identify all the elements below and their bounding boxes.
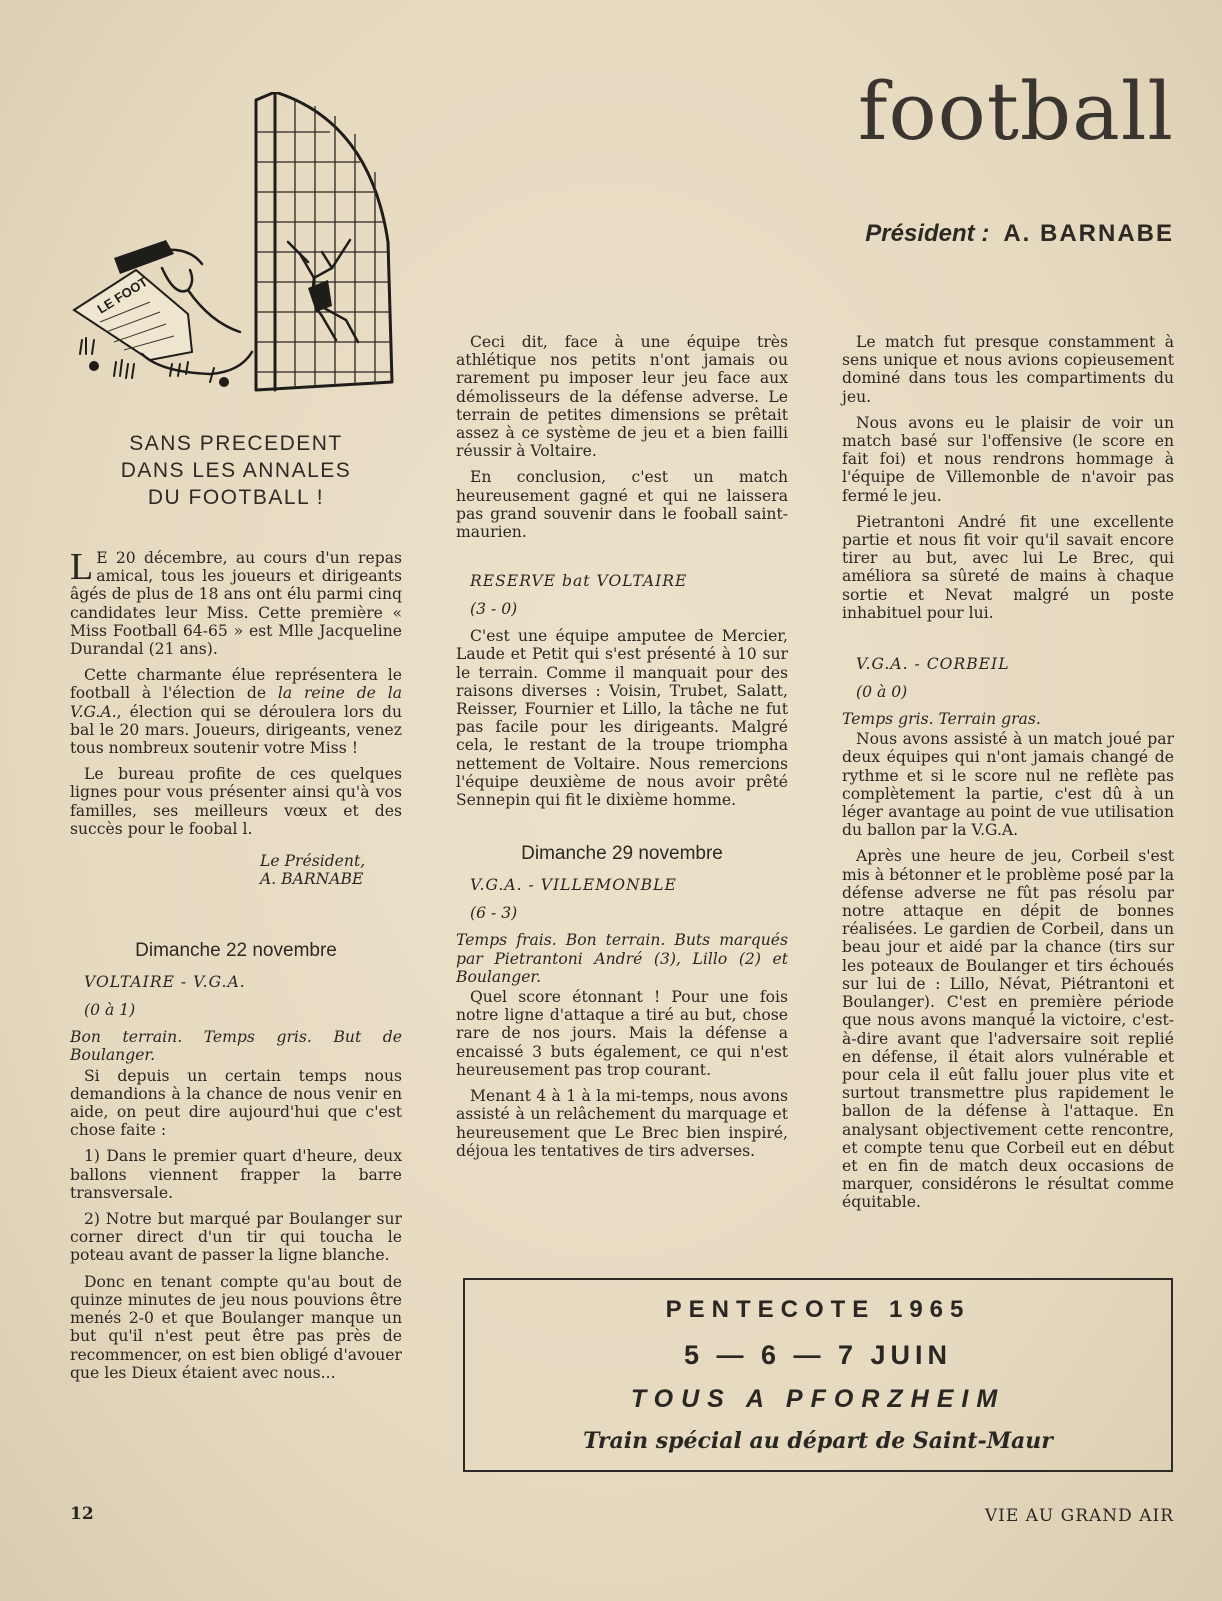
match-report-paragraph: Quel score étonnant ! Pour une fois notre ligne d'attaque a tiré au but, chose rare de nos jours. Mais la défense a encaissé 3 buts également, ce qui n'est heureusement pas trop courant. bbox=[456, 988, 788, 1079]
match-report-paragraph: Donc en tenant compte qu'au bout de quinze minutes de jeu nous pouvions être menés 2-0 et que Boulanger manque un but qu'il n'est peut être pas près de recommencer, on est bien obligé d'avouer que les Dieux étaient avec nous... bbox=[70, 1272, 402, 1382]
match-report-paragraph: 2) Notre but marqué par Boulanger sur corner direct d'un tir qui toucha le poteau avant de passer la ligne blanche. bbox=[70, 1210, 402, 1265]
match-report-paragraph: Après une heure de jeu, Corbeil s'est mis à bétonner et le problème posé par la défense adverse ne fût pas résolu par notre attaque en dépit de bonnes réalisées. Le gardien de Corbeil, dans un beau jour et aidé par la chance (tirs sur les poteaux de Boulanger et tirs échoués sur lui de : Lillo, Névat, Piétrantoni et Boulanger). C'est en première période que nous avons manqué la victoire, c'est-à-dire avant que l'adversaire soit replié en défense, il était alors vulnérable et pour cela il eût fallu jouer plus vite et surtout transmettre plus rapidement le ballon de la défense à l'attaque. En analysant objectivement cette rencontre, et compte tenu que Corbeil eut en début et en fin de match deux occasions de marquer, considérons le résultat comme équitable. bbox=[842, 847, 1174, 1212]
column-1 bbox=[70, 430, 402, 1390]
match-report-paragraph: Menant 4 à 1 à la mi-temps, nous avons assisté à un relâchement du marquage et heureusement que Le Brec bien inspiré, déjoua les tentatives de tirs adverses. bbox=[456, 1087, 788, 1160]
headline-line: SANS PRECEDENT bbox=[129, 432, 343, 455]
paragraph-text: E 20 décembre, au cours d'un repas amical, tous les joueurs et dirigeants âgés de plus de 18 ans ont élu parmi cinq candidates leur Miss. Cette première « Miss Football 64-65 » est Mlle Jacqueline Durandal (21 ans). bbox=[70, 549, 402, 659]
column-2 bbox=[456, 333, 788, 1168]
president-name: A. BARNABE bbox=[1003, 220, 1174, 247]
president-line bbox=[865, 220, 1174, 248]
greetings-paragraph: Le bureau profite de ces quelques lignes pour vous présenter ainsi qu'à vos familles, ses meilleurs vœux et des succès pour le foobal l. bbox=[70, 765, 402, 838]
headline-line: DU FOOTBALL ! bbox=[147, 486, 325, 509]
match-report-paragraph: Si depuis un certain temps nous demandions à la chance de nous venir en aide, on peut dire aujourd'hui que c'est chose faite : bbox=[70, 1066, 402, 1140]
pentecost-trip-banner bbox=[463, 1278, 1173, 1472]
section-date-heading: Dimanche 22 novembre bbox=[135, 940, 337, 962]
match-report-paragraph: Pietrantoni André fit une excellente partie et nous fit voir qu'il savait encore tirer au but, avec lui Le Brec, qui améliora sa sûreté de mains à chaque sortie et Nevat malgré un poste inhabituel pour lui. bbox=[842, 512, 1174, 622]
match-report-paragraph: 1) Dans le premier quart d'heure, deux ballons viennent frapper la barre transversale. bbox=[70, 1147, 402, 1202]
match-title: RESERVE bat VOLTAIRE bbox=[470, 572, 688, 591]
match-report-paragraph: C'est une équipe amputee de Mercier, Laude et Petit qui s'est présenté à 10 sur le terrain. Comme il manquait pour des raisons diverses : Voisin, Trubet, Salatt, Reisser, Fournier et Lillo, la tâche ne fut pas facile pour les dirigeants. Malgré cela, le restant de la troupe triompha nettement de Voltaire. Nous remercions l'équipe deuxième de nous avoir prêté Sennepin qui fit le dixième homme. bbox=[456, 627, 788, 810]
banner-event: PENTECOTE 1965 bbox=[665, 1296, 971, 1323]
match-score: (0 à 1) bbox=[84, 1001, 136, 1020]
match-conditions: Temps frais. Bon terrain. Buts marqués par Pietrantoni André (3), Lillo (2) et Boulanger. bbox=[456, 931, 788, 986]
miss-football-paragraph bbox=[70, 546, 402, 659]
drop-cap: L bbox=[70, 546, 94, 588]
signature bbox=[260, 852, 402, 888]
banner-destination: TOUS A PFORZHEIM bbox=[630, 1385, 1006, 1413]
publication-name: VIE AU GRAND AIR bbox=[984, 1506, 1174, 1526]
page-title: football bbox=[857, 65, 1174, 158]
headline bbox=[70, 430, 402, 511]
section-date-heading: Dimanche 29 novembre bbox=[521, 843, 723, 865]
signature-name: A. BARNABE bbox=[260, 870, 364, 889]
match-report-paragraph: En conclusion, c'est un match heureusement gagné et qui ne laissera pas grand souvenir dans le fooball saint-maurien. bbox=[456, 468, 788, 542]
match-report-paragraph: Nous avons eu le plaisir de voir un match basé sur l'offensive (le score en fait foi) et nous rendrons hommage à l'équipe de Villemonble de n'avoir pas fermé le jeu. bbox=[842, 413, 1174, 505]
page-number: 12 bbox=[70, 1504, 94, 1524]
match-score: (6 - 3) bbox=[470, 904, 518, 923]
match-report-paragraph: Le match fut presque constamment à sens unique et nous avions copieusement dominé dans tous les compartiments du jeu. bbox=[842, 333, 1174, 406]
column-3 bbox=[842, 333, 1174, 1220]
match-title: V.G.A. - VILLEMONBLE bbox=[470, 876, 677, 895]
election-paragraph: Cette charmante élue représentera le football à l'élection de la reine de la V.G.A., élection qui se déroulera lors du bal le 20 mars. Joueurs, dirigeants, venez tous nombreux soutenir votre Miss ! bbox=[70, 666, 402, 758]
president-label: Président : bbox=[865, 220, 990, 247]
match-score: (3 - 0) bbox=[470, 600, 518, 619]
match-conditions: Temps gris. Terrain gras. bbox=[842, 710, 1041, 729]
newspaper-text: LE FOOT bbox=[94, 274, 151, 317]
match-title: V.G.A. - CORBEIL bbox=[856, 655, 1010, 674]
cartoon-reader-newspaper-icon bbox=[70, 92, 400, 397]
banner-train-note: Train spécial au départ de Saint-Maur bbox=[583, 1428, 1053, 1454]
match-conditions: Bon terrain. Temps gris. But de Boulanger. bbox=[70, 1028, 402, 1065]
signature-title: Le Président, bbox=[260, 852, 366, 871]
match-report-paragraph: Ceci dit, face à une équipe très athlétique nos petits n'ont jamais ou rarement pu imposer leur jeu face aux démolisseurs de la défense adverse. Le terrain de petites dimensions se prêtait assez à ce système de jeu et a bien failli réussir à Voltaire. bbox=[456, 333, 788, 461]
headline-line: DANS LES ANNALES bbox=[120, 459, 352, 482]
banner-dates: 5 — 6 — 7 JUIN bbox=[683, 1340, 953, 1370]
match-title: VOLTAIRE - V.G.A. bbox=[84, 973, 246, 992]
match-score: (0 à 0) bbox=[856, 683, 908, 702]
match-report-paragraph: Nous avons assisté à un match joué par deux équipes qui n'ont jamais changé de rythme et si le score nul ne reflète pas complètement la partie, c'est dû à un léger avantage au point de vue utilisation du ballon par la V.G.A. bbox=[842, 730, 1174, 840]
